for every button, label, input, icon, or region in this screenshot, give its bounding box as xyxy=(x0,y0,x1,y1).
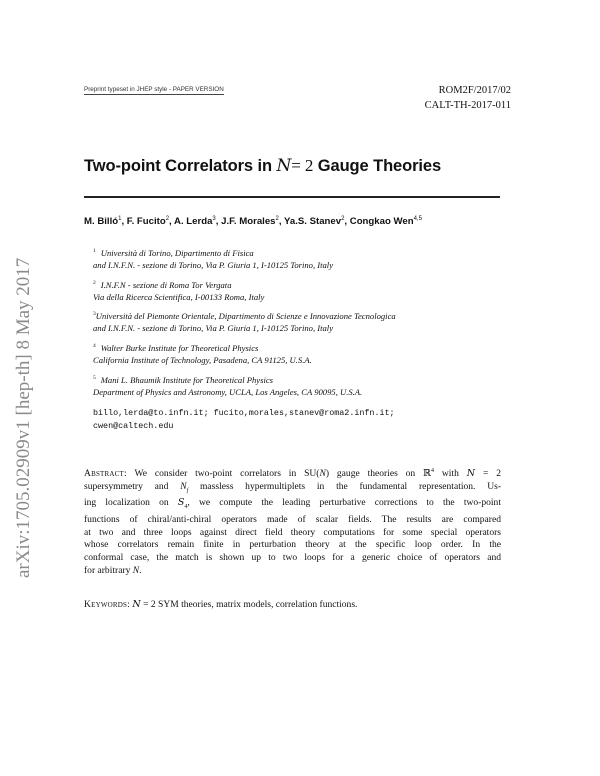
preprint-note: Preprint typeset in JHEP style - PAPER VERSION xyxy=(84,86,224,93)
abstract: Abstract: We consider two-point correlators in SU(N) gauge theories on ℝ$^4$ with N = 2 supersymmetry and $N_f$ massless hypermultiplets in the fundamental representation. Us- ing localization on $S_4$, we compute the leading perturbative corrections to the two-point functions of chiral/anti-chiral operators made of scalar fields. The results are compared at two and three loops against direct field theory computations for some special operators whose correlators remain finite in perturbation theory at the specific loop order. In the conformal case, the match is shown up to two loops for a generic choice of operators and for arbitrary N. xyxy=(84,468,501,576)
title-prefix: Two-point Correlators in xyxy=(84,157,277,175)
affiliation-4: $^4$ Walter Burke Institute for Theoretical Physics California Institute of Technology, Pasadena, CA 91125, U.S.A. xyxy=(93,342,312,366)
keywords: Keywords: N = 2 SYM theories, matrix models, correlation functions. xyxy=(84,599,358,610)
email-line: billo,lerda@to.infn.it; fucito,morales,stanev@roma2.infn.it; xyxy=(93,408,395,418)
title-math-symbol: N xyxy=(276,156,292,176)
arxiv-stamp xyxy=(3,210,39,580)
author-list: M. Billó$^1$, F. Fucito$^2$, A. Lerda$^3$, J.F. Morales$^2$, Ya.S. Stanev$^2$, Congkao Wen$^{4,5}$ xyxy=(84,216,422,228)
affiliation-5: $^5$ Mani L. Bhaumik Institute for Theoretical Physics Department of Physics and Astronomy, UCLA, Los Angeles, CA 90095, U.S.A. xyxy=(93,374,363,398)
author: M. Billó$^1$ xyxy=(84,216,122,228)
title-rule xyxy=(84,196,500,198)
author: J.F. Morales$^2$ xyxy=(221,216,279,228)
affiliation-1: $^1$ Università di Torino, Dipartimento di Fisica and I.N.F.N. - sezione di Torino, Via P. Giuria 1, I-10125 Torino, Italy xyxy=(93,247,334,271)
keywords-heading: Keywords: xyxy=(84,599,130,610)
email-list xyxy=(93,407,395,432)
title-math-value: = 2 xyxy=(291,156,314,175)
title-math xyxy=(276,156,313,175)
author: Ya.S. Stanev$^2$ xyxy=(284,216,345,228)
affiliation-3: $^3$Università del Piemonte Orientale, Dipartimento di Scienze e Innovazione Tecnologica and I.N.F.N. - sezione di Torino, Via P. Giuria 1, I-10125 Torino, Italy xyxy=(93,310,396,334)
report-number: ROM2F/2017/02 xyxy=(438,85,511,96)
author: F. Fucito$^2$ xyxy=(126,216,170,228)
author: Congkao Wen$^{4,5}$ xyxy=(349,216,422,228)
report-numbers xyxy=(425,83,511,113)
paper-title xyxy=(84,156,441,176)
keywords-text: SYM theories, matrix models, correlation functions. xyxy=(155,599,358,610)
email-line: cwen@caltech.edu xyxy=(93,420,174,431)
report-number: CALT-TH-2017-011 xyxy=(424,100,511,111)
title-suffix: Gauge Theories xyxy=(313,157,442,175)
author: A. Lerda$^3$ xyxy=(174,216,216,228)
abstract-heading: Abstract: xyxy=(84,468,127,480)
arxiv-stamp-text: arXiv:1705.02909v1 [hep-th] 8 May 2017 xyxy=(13,257,34,578)
affiliation-2: $^2$ I.N.F.N - sezione di Roma Tor Vergata Via della Ricerca Scientifica, I-00133 Roma, Italy xyxy=(93,279,265,303)
